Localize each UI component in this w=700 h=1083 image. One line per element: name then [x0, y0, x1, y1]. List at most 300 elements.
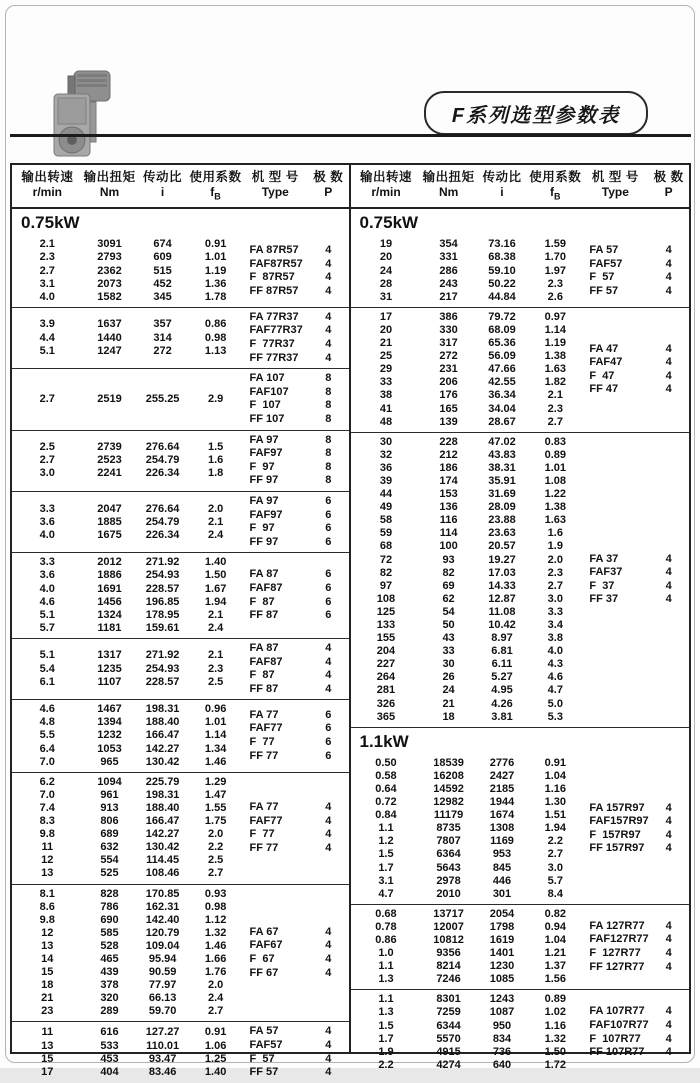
pole-count: 4 — [325, 284, 332, 297]
data-row — [351, 416, 583, 429]
fb-value: 0.83 — [544, 435, 567, 448]
column-header-type — [242, 169, 308, 204]
type-row — [243, 399, 349, 413]
column-header-en: P — [324, 185, 333, 199]
fb-value: 2.4 — [207, 992, 224, 1005]
data-row — [351, 822, 583, 835]
ratio-value: 271.92 — [145, 556, 180, 569]
data-row — [12, 649, 243, 662]
torque-value: 30 — [442, 658, 455, 671]
torque-value: 404 — [100, 1065, 119, 1078]
speed-value: 13 — [41, 867, 54, 880]
torque-value: 828 — [100, 887, 119, 900]
speed-value: 23 — [41, 1005, 54, 1018]
type-row — [582, 580, 689, 594]
ratio-value: 254.79 — [145, 454, 180, 467]
type-name: FA 77R37 — [249, 310, 299, 323]
pole-count: 6 — [325, 595, 332, 608]
type-row — [243, 1025, 349, 1039]
ratio-value: 1085 — [489, 973, 515, 986]
pole-count: 6 — [325, 494, 332, 507]
speed-value: 204 — [376, 645, 396, 658]
ratio-value: 198.31 — [145, 703, 180, 716]
data-row — [351, 376, 583, 389]
ratio-value: 198.31 — [145, 788, 180, 801]
torque-value: 533 — [100, 1039, 119, 1052]
speed-value: 5.7 — [39, 621, 55, 634]
type-name: F 57 — [249, 1052, 275, 1065]
torque-value: 212 — [439, 448, 458, 461]
torque-value: 525 — [100, 867, 119, 880]
fb-value: 1.16 — [544, 782, 567, 795]
speed-value: 8.3 — [39, 815, 55, 828]
selection-table — [10, 163, 691, 1079]
data-row — [351, 908, 583, 921]
fb-value: 1.32 — [204, 926, 227, 939]
data-row — [12, 556, 243, 569]
speed-value: 1.5 — [378, 848, 394, 861]
type-name: F 97 — [249, 460, 275, 473]
type-name: FF 127R77 — [589, 960, 645, 973]
fb-value: 1.38 — [544, 501, 567, 514]
fb-value: 1.51 — [544, 809, 567, 822]
torque-value: 18 — [442, 710, 455, 723]
ratio-value: 28.67 — [488, 415, 516, 428]
data-row — [12, 332, 243, 345]
torque-value: 378 — [100, 979, 119, 992]
data-row — [351, 757, 583, 770]
data-row — [12, 716, 243, 729]
ratio-value: 255.25 — [145, 392, 180, 405]
ratio-block — [12, 235, 349, 307]
ratio-value: 188.40 — [145, 801, 180, 814]
ratio-value: 834 — [492, 1032, 512, 1045]
ratio-value: 36.34 — [488, 389, 516, 402]
fb-value: 1.82 — [544, 376, 567, 389]
data-row — [12, 1005, 243, 1018]
data-row — [12, 901, 243, 914]
speed-value: 1.0 — [378, 947, 394, 960]
speed-value: 82 — [379, 566, 393, 579]
type-row — [243, 736, 349, 750]
ratio-value: 1308 — [489, 822, 515, 835]
ratio-value: 188.40 — [145, 716, 180, 729]
speed-value: 2.7 — [39, 454, 55, 467]
torque-value: 14592 — [433, 782, 464, 795]
type-name: FAF157R97 — [589, 815, 649, 828]
type-name: FAF77 — [249, 814, 283, 827]
data-row — [12, 1026, 243, 1039]
data-row — [351, 265, 583, 278]
pole-count: 4 — [665, 919, 672, 932]
data-row — [12, 278, 243, 291]
ratio-value: 4.26 — [491, 697, 513, 710]
data-row — [351, 1006, 583, 1019]
fb-value: 3.4 — [547, 619, 563, 632]
pole-count: 8 — [325, 413, 332, 426]
data-row — [12, 743, 243, 756]
fb-value: 2.0 — [547, 553, 563, 566]
speed-value: 365 — [376, 710, 396, 723]
data-row — [351, 711, 583, 724]
fb-value: 1.12 — [204, 913, 227, 926]
ratio-value: 254.93 — [145, 662, 180, 675]
torque-value: 153 — [439, 488, 458, 501]
pole-count: 4 — [665, 284, 672, 297]
ratio-value: 108.46 — [145, 867, 180, 880]
fb-value: 1.6 — [207, 454, 224, 467]
type-list — [243, 926, 349, 980]
torque-value: 689 — [100, 828, 119, 841]
type-row — [582, 271, 689, 285]
ratio-value: 23.63 — [488, 527, 516, 540]
torque-value: 8214 — [436, 960, 461, 973]
column-header-speed — [12, 169, 83, 204]
torque-value: 2739 — [97, 441, 122, 454]
speed-value: 3.6 — [39, 569, 55, 582]
torque-value: 12007 — [433, 920, 464, 933]
type-name: F 57 — [589, 271, 615, 284]
type-row — [582, 961, 689, 975]
ratio-value: 4.95 — [491, 684, 513, 697]
type-row — [243, 709, 349, 723]
torque-value: 1235 — [97, 662, 122, 675]
numeric-columns — [351, 311, 583, 429]
column-header-torque — [83, 169, 137, 204]
torque-value: 913 — [100, 801, 119, 814]
type-row — [243, 1066, 349, 1080]
column-header-cn: 使用系数 — [529, 170, 582, 184]
fb-value: 1.40 — [204, 556, 227, 569]
data-row — [351, 658, 583, 671]
column-header-torque — [422, 169, 476, 204]
data-row — [12, 318, 243, 331]
ratio-value: 12.87 — [488, 592, 516, 605]
data-row — [12, 441, 243, 454]
type-list — [582, 802, 689, 856]
data-row — [12, 927, 243, 940]
data-row — [12, 663, 243, 676]
speed-value: 326 — [376, 697, 396, 710]
torque-value: 1181 — [97, 621, 122, 634]
type-row — [243, 536, 349, 550]
type-list — [243, 801, 349, 855]
ratio-value: 34.04 — [488, 402, 516, 415]
fb-value: 1.37 — [544, 960, 567, 973]
column-header-en: Type — [601, 185, 629, 199]
type-row — [582, 1005, 689, 1019]
fb-value: 1.04 — [544, 769, 567, 782]
torque-value: 2523 — [97, 454, 122, 467]
torque-value: 6344 — [436, 1019, 461, 1032]
speed-value: 1.7 — [378, 1032, 394, 1045]
ratio-value: 159.61 — [145, 621, 180, 634]
torque-value: 7807 — [436, 835, 461, 848]
type-name: FAF77 — [249, 722, 283, 735]
speed-value: 5.4 — [39, 662, 55, 675]
type-row — [243, 372, 349, 386]
ratio-value: 276.64 — [145, 441, 180, 454]
pole-count: 6 — [325, 736, 332, 749]
ratio-value: 3.81 — [491, 710, 513, 723]
fb-value: 0.91 — [204, 238, 227, 251]
data-row — [12, 596, 243, 609]
ratio-block — [12, 700, 349, 772]
torque-value: 4915 — [436, 1045, 461, 1058]
torque-value: 1675 — [97, 528, 122, 541]
fb-value: 1.94 — [204, 595, 227, 608]
fb-value: 1.08 — [544, 474, 567, 487]
pole-count: 4 — [665, 369, 672, 382]
speed-value: 155 — [376, 632, 396, 645]
type-name: FF 77R37 — [249, 351, 299, 364]
type-row — [243, 642, 349, 656]
fb-value: 1.63 — [544, 363, 567, 376]
type-name: F 77 — [249, 828, 275, 841]
type-name: FA 57 — [589, 243, 619, 256]
speed-value: 6.2 — [39, 775, 55, 788]
torque-value: 1232 — [97, 729, 122, 742]
torque-value: 243 — [439, 277, 458, 290]
type-name: FF 107 — [249, 413, 285, 426]
ratio-block — [351, 754, 690, 905]
type-name: F 127R77 — [589, 947, 641, 960]
speed-value: 15 — [41, 1052, 54, 1065]
column-header-cn: 使用系数 — [189, 170, 242, 184]
data-row — [12, 703, 243, 716]
pole-count: 4 — [665, 243, 672, 256]
ratio-value: 23.88 — [488, 514, 516, 527]
data-row — [351, 1046, 583, 1059]
torque-value: 272 — [439, 350, 458, 363]
speed-value: 4.8 — [39, 716, 55, 729]
type-list — [582, 343, 689, 397]
speed-value: 68 — [379, 540, 393, 553]
fb-value: 0.82 — [544, 907, 567, 920]
type-row — [582, 593, 689, 607]
ratio-block — [351, 990, 690, 1075]
ratio-value: 8.97 — [491, 632, 513, 645]
torque-value: 176 — [439, 389, 458, 402]
fb-value: 1.16 — [544, 1019, 567, 1032]
torque-value: 7259 — [436, 1006, 461, 1019]
speed-value: 4.6 — [39, 595, 55, 608]
type-row — [582, 947, 689, 961]
pole-count: 4 — [325, 1039, 332, 1052]
speed-value: 5.5 — [39, 729, 55, 742]
ratio-value: 357 — [153, 318, 172, 331]
type-row — [582, 1019, 689, 1033]
data-row — [351, 1020, 583, 1033]
product-photo — [44, 68, 116, 164]
type-name: FAF77R37 — [249, 324, 303, 337]
type-name: FAF57 — [249, 1039, 283, 1052]
type-name: FAF37 — [589, 566, 623, 579]
ratio-value: 271.92 — [145, 649, 180, 662]
speed-value: 2.7 — [39, 392, 55, 405]
speed-value: 4.0 — [39, 528, 55, 541]
data-row — [351, 527, 583, 540]
type-row — [243, 842, 349, 856]
pole-count: 6 — [325, 535, 332, 548]
numeric-columns — [12, 776, 243, 881]
speed-value: 20 — [379, 323, 393, 336]
column-header-ratio — [136, 169, 188, 204]
torque-value: 1324 — [97, 608, 122, 621]
data-row — [351, 783, 583, 796]
speed-value: 3.1 — [378, 874, 394, 887]
fb-value: 2.9 — [207, 392, 224, 405]
speed-value: 6.4 — [39, 742, 55, 755]
ratio-value: 6.11 — [491, 658, 513, 671]
type-row — [243, 258, 349, 272]
column-header-cn: 极 数 — [313, 170, 344, 184]
torque-value: 439 — [100, 966, 119, 979]
section-title: 0.75kW — [359, 213, 419, 233]
speed-value: 4.6 — [39, 703, 55, 716]
ratio-value: 120.79 — [145, 926, 180, 939]
data-row — [351, 809, 583, 822]
data-row — [351, 324, 583, 337]
torque-value: 690 — [100, 913, 119, 926]
ratio-value: 226.34 — [145, 467, 180, 480]
ratio-value: 42.55 — [488, 376, 516, 389]
pole-count: 4 — [665, 1019, 672, 1032]
type-name: FA 47 — [589, 342, 619, 355]
column-header-en: i — [500, 185, 504, 199]
type-name: FA 107 — [249, 372, 285, 385]
ratio-block — [12, 1022, 349, 1082]
column-header-type — [582, 169, 648, 204]
ratio-value: 11.08 — [488, 605, 516, 618]
type-list — [243, 372, 349, 426]
type-row — [243, 509, 349, 523]
pole-count: 4 — [325, 669, 332, 682]
numeric-columns — [12, 649, 243, 688]
torque-value: 354 — [439, 238, 458, 251]
speed-value: 31 — [379, 290, 393, 303]
speed-value: 7.4 — [39, 801, 55, 814]
type-row — [243, 1053, 349, 1067]
speed-value: 0.78 — [375, 920, 397, 933]
speed-value: 4.0 — [39, 582, 55, 595]
data-row — [12, 789, 243, 802]
fb-value: 1.72 — [544, 1058, 567, 1071]
data-row — [351, 1033, 583, 1046]
type-name: FAF97 — [249, 508, 283, 521]
data-row — [12, 828, 243, 841]
ratio-value: 6.81 — [491, 645, 513, 658]
ratio-block — [351, 433, 690, 728]
torque-value: 2519 — [97, 392, 122, 405]
pole-count: 4 — [325, 1025, 332, 1038]
torque-value: 1637 — [97, 318, 122, 331]
speed-value: 48 — [379, 415, 393, 428]
ratio-block — [351, 308, 690, 433]
data-row — [12, 854, 243, 867]
type-row — [582, 258, 689, 272]
torque-value: 21 — [442, 697, 455, 710]
fb-value: 1.25 — [204, 1052, 227, 1065]
column-header-en: r/min — [32, 185, 62, 199]
pole-count: 4 — [325, 338, 332, 351]
data-row — [12, 454, 243, 467]
fb-value: 1.9 — [547, 540, 563, 553]
data-row — [351, 645, 583, 658]
fb-value: 1.22 — [544, 488, 567, 501]
ratio-value: 38.31 — [488, 461, 516, 474]
type-row — [582, 815, 689, 829]
type-name: FF 47 — [589, 383, 619, 396]
torque-value: 82 — [442, 566, 455, 579]
data-row — [12, 841, 243, 854]
torque-value: 1107 — [97, 675, 122, 688]
data-row — [351, 475, 583, 488]
pole-count: 4 — [665, 383, 672, 396]
ratio-value: 66.13 — [148, 992, 177, 1005]
data-row — [12, 776, 243, 789]
type-name: F 77R37 — [249, 338, 295, 351]
ratio-value: 254.79 — [145, 515, 180, 528]
ratio-value: 44.84 — [488, 290, 516, 303]
pole-count: 6 — [325, 722, 332, 735]
speed-value: 7.0 — [39, 755, 55, 768]
type-name: FF 37 — [589, 593, 619, 606]
fb-value: 2.7 — [547, 579, 563, 592]
speed-value: 0.84 — [375, 809, 397, 822]
type-row — [243, 324, 349, 338]
section-title: 1.1kW — [359, 731, 409, 751]
type-row — [243, 939, 349, 953]
data-row — [351, 514, 583, 527]
type-row — [582, 244, 689, 258]
type-name: F 97 — [249, 522, 275, 535]
ratio-value: 515 — [153, 264, 172, 277]
torque-value: 1886 — [97, 569, 122, 582]
type-row — [243, 609, 349, 623]
data-row — [351, 580, 583, 593]
data-row — [12, 940, 243, 953]
torque-value: 114 — [439, 527, 458, 540]
data-row — [12, 393, 243, 406]
data-row — [351, 960, 583, 973]
type-row — [243, 582, 349, 596]
ratio-block — [12, 639, 349, 700]
data-row — [12, 291, 243, 304]
numeric-columns — [12, 1026, 243, 1078]
ratio-value: 43.83 — [488, 448, 516, 461]
data-row — [12, 251, 243, 264]
speed-value: 6.1 — [39, 675, 55, 688]
fb-value: 2.3 — [547, 402, 563, 415]
fb-value: 1.04 — [544, 933, 567, 946]
fb-value: 1.8 — [207, 467, 224, 480]
torque-value: 165 — [439, 402, 458, 415]
type-name: F 77 — [249, 736, 275, 749]
type-list — [243, 642, 349, 696]
data-row — [12, 992, 243, 1005]
ratio-value: 95.94 — [148, 952, 177, 965]
torque-value: 8301 — [436, 993, 461, 1006]
pole-count: 4 — [665, 342, 672, 355]
data-row — [351, 449, 583, 462]
numeric-columns — [351, 993, 583, 1072]
speed-value: 21 — [41, 992, 54, 1005]
data-row — [12, 966, 243, 979]
speed-value: 3.3 — [39, 502, 55, 515]
data-row — [351, 875, 583, 888]
speed-value: 13 — [41, 939, 54, 952]
